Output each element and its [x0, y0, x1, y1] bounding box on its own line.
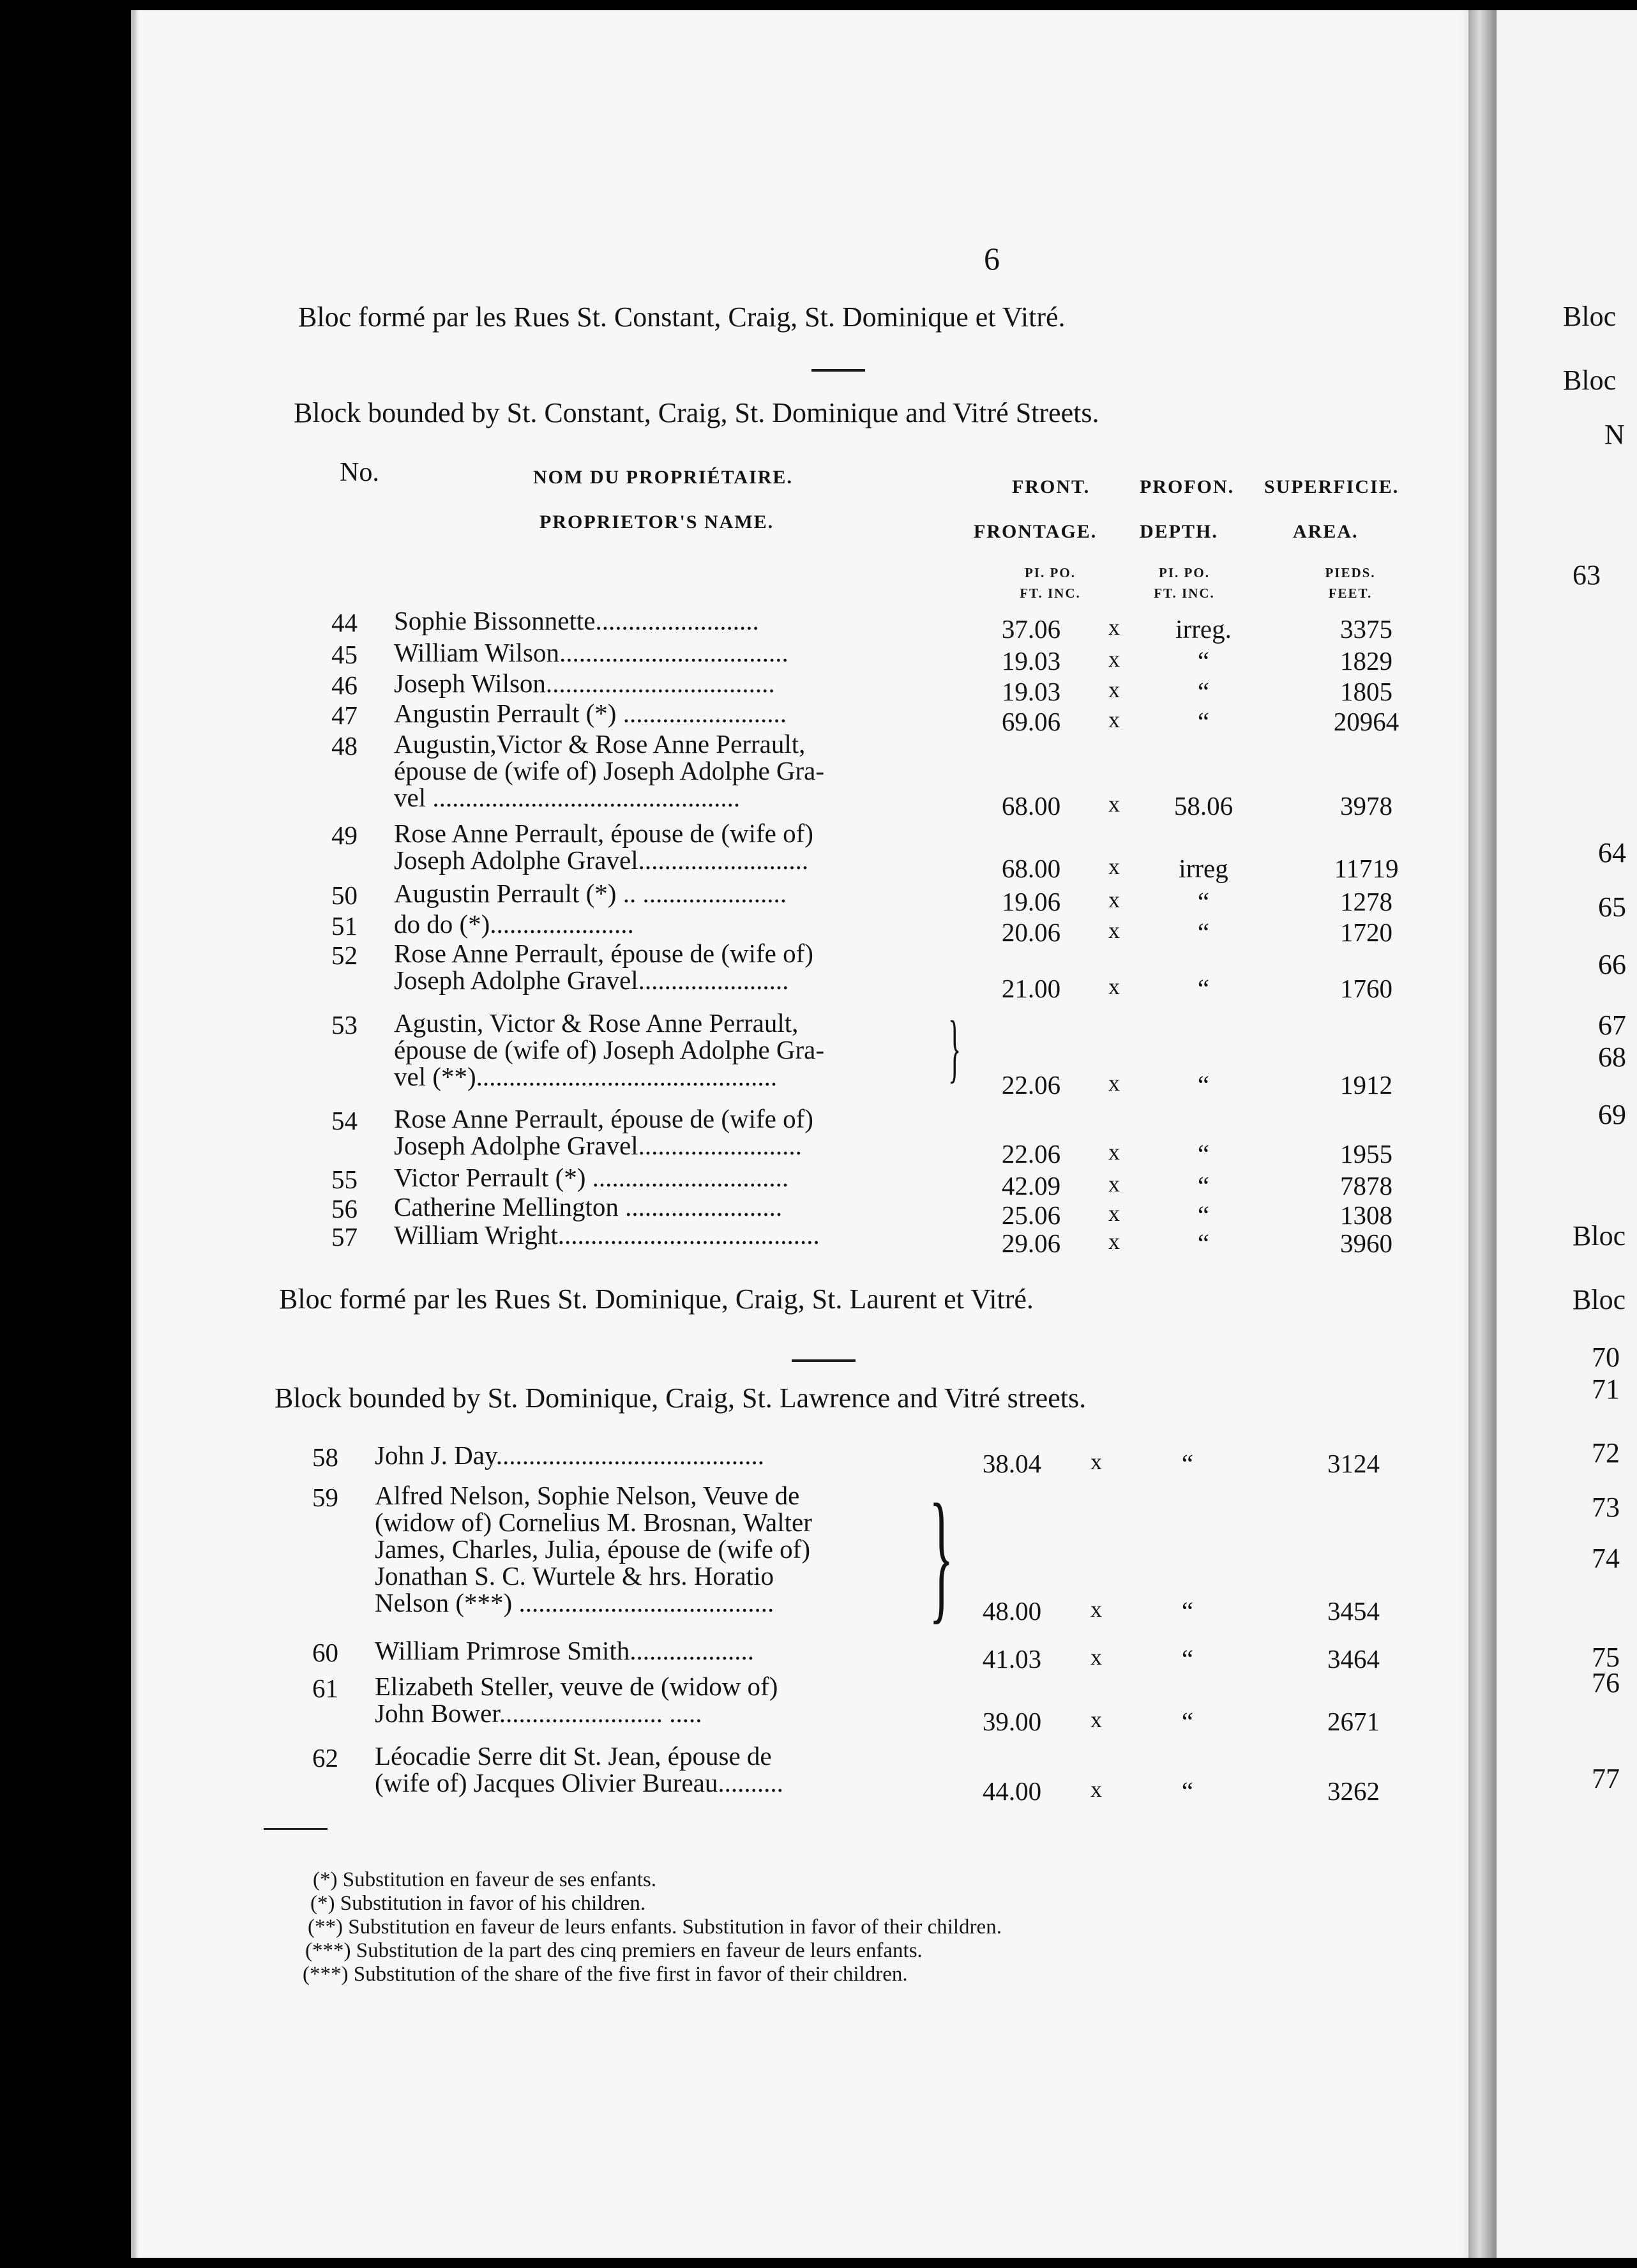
- depth-value: irreg: [1179, 854, 1228, 883]
- area-value: 1829: [1340, 646, 1392, 676]
- depth-value: “: [1181, 1644, 1194, 1674]
- times-mark: x: [1108, 918, 1120, 943]
- row-number: 58: [312, 1442, 338, 1472]
- area-value: 3124: [1327, 1449, 1380, 1478]
- row-number: 60: [312, 1638, 338, 1667]
- depth-value: “: [1197, 1139, 1210, 1168]
- proprietor-name: Rose Anne Perrault, épouse de (wife of) Joseph Adolphe Gravel.........................: [394, 1104, 813, 1160]
- footnote: (***) Substitution of the share of the five first in favor of their children.: [303, 1963, 908, 1986]
- frontage-value: 25.06: [1001, 1200, 1061, 1230]
- depth-value: “: [1197, 1070, 1210, 1100]
- frontage-value: 69.06: [1001, 707, 1061, 736]
- header-front-en: FRONTAGE.: [974, 521, 1098, 542]
- depth-value: irreg.: [1175, 614, 1232, 644]
- depth-value: “: [1181, 1449, 1194, 1478]
- facing-page-fragment: 68: [1598, 1041, 1626, 1073]
- frontage-value: 42.09: [1001, 1171, 1061, 1200]
- times-mark: x: [1108, 791, 1120, 817]
- frontage-value: 39.00: [982, 1707, 1042, 1736]
- row-number: 44: [331, 608, 358, 637]
- facing-page-fragment: 69: [1598, 1099, 1626, 1130]
- frontage-value: 41.03: [982, 1644, 1042, 1674]
- facing-page-fragment: Bloc: [1573, 1284, 1626, 1315]
- depth-value: “: [1197, 1228, 1210, 1258]
- times-mark: x: [1090, 1596, 1102, 1622]
- times-mark: x: [1108, 1139, 1120, 1165]
- row-number: 61: [312, 1674, 338, 1703]
- area-value: 1805: [1340, 677, 1392, 706]
- proprietor-name: Augustin Perrault (*) .. ......................: [394, 879, 787, 908]
- proprietor-name: Joseph Wilson...................................: [394, 669, 775, 698]
- front-unit-fr: PI. PO.: [1025, 565, 1076, 580]
- header-depth-en: DEPTH.: [1140, 521, 1218, 542]
- area-value: 2671: [1327, 1707, 1380, 1736]
- facing-page-fragment: 63: [1573, 559, 1601, 591]
- brace-row-59: }: [929, 1474, 954, 1637]
- area-value: 11719: [1334, 854, 1399, 883]
- times-mark: x: [1108, 974, 1120, 999]
- frontage-value: 68.00: [1001, 791, 1061, 820]
- row-number: 54: [331, 1106, 358, 1135]
- times-mark: x: [1108, 707, 1120, 732]
- proprietor-name: Alfred Nelson, Sophie Nelson, Veuve de (widow of) Cornelius M. Brosnan, Walter James, Charles, Julia, épouse de (wife of) Jonathan S. C. Wurtele & hrs. Horatio Nelson (***) .......................................: [375, 1481, 812, 1617]
- footnote: (***) Substitution de la part des cinq premiers en faveur de leurs enfants.: [305, 1939, 923, 1962]
- area-value: 20964: [1333, 707, 1399, 736]
- facing-page-fragment: 76: [1592, 1667, 1620, 1698]
- depth-value: “: [1181, 1596, 1194, 1626]
- page-gutter: [1468, 10, 1497, 2258]
- row-number: 47: [331, 700, 358, 730]
- times-mark: x: [1108, 646, 1120, 672]
- facing-page-fragment: 74: [1592, 1543, 1620, 1574]
- header-area-en: AREA.: [1293, 521, 1359, 542]
- proprietor-name: Angustin Perrault (*) .........................: [394, 699, 787, 728]
- front-unit: [999, 563, 1101, 603]
- area-value: 3978: [1340, 791, 1392, 820]
- depth-value: “: [1197, 677, 1210, 706]
- depth-value: “: [1197, 1171, 1210, 1200]
- proprietor-name: John J. Day.........................................: [375, 1440, 765, 1470]
- footnote: (*) Substitution en faveur de ses enfants.: [313, 1868, 656, 1891]
- facing-page-fragment: 65: [1598, 891, 1626, 923]
- frontage-value: 38.04: [982, 1449, 1042, 1478]
- facing-page-fragment: Bloc: [1563, 301, 1617, 332]
- section1-title-en: Block bounded by St. Constant, Craig, St. Dominique and Vitré Streets.: [294, 397, 1099, 428]
- frontage-value: 68.00: [1001, 854, 1061, 883]
- proprietor-name: Rose Anne Perrault, épouse de (wife of) Joseph Adolphe Gravel..........................: [394, 819, 813, 875]
- times-mark: x: [1090, 1449, 1102, 1474]
- facing-page-fragment: 64: [1598, 837, 1626, 868]
- row-number: 48: [331, 731, 358, 760]
- header-name-fr: NOM DU PROPRIÉTAIRE.: [533, 467, 793, 488]
- times-mark: x: [1108, 854, 1120, 879]
- section2-title-en: Block bounded by St. Dominique, Craig, St. Lawrence and Vitré streets.: [275, 1382, 1087, 1414]
- proprietor-name: Agustin, Victor & Rose Anne Perrault, épouse de (wife of) Joseph Adolphe Gra- vel (**)..............................................: [394, 1008, 825, 1091]
- footnotes: [303, 1868, 1002, 1986]
- depth-value: “: [1181, 1707, 1194, 1736]
- facing-page-fragment: 67: [1598, 1009, 1626, 1041]
- proprietor-name: Victor Perrault (*) ..............................: [394, 1163, 789, 1192]
- proprietor-name: Augustin,Victor & Rose Anne Perrault, épouse de (wife of) Joseph Adolphe Gra- vel ...............................................: [394, 729, 825, 812]
- times-mark: x: [1090, 1707, 1102, 1732]
- facing-page-fragment: 73: [1592, 1492, 1620, 1523]
- depth-unit-en: FT. INC.: [1154, 586, 1215, 601]
- header-no: No.: [340, 458, 379, 487]
- header-depth-fr: PROFON.: [1140, 476, 1235, 497]
- frontage-value: 22.06: [1001, 1070, 1061, 1100]
- times-mark: x: [1108, 1200, 1120, 1226]
- depth-value: “: [1197, 974, 1210, 1003]
- frontage-value: 44.00: [982, 1776, 1042, 1806]
- times-mark: x: [1108, 1171, 1120, 1197]
- proprietor-name: Rose Anne Perrault, épouse de (wife of) Joseph Adolphe Gravel.......................: [394, 939, 813, 995]
- area-value: 3454: [1327, 1596, 1380, 1626]
- area-value: 7878: [1340, 1171, 1392, 1200]
- area-value: 3375: [1340, 614, 1392, 644]
- depth-value: “: [1197, 646, 1210, 676]
- frontage-value: 20.06: [1001, 918, 1061, 947]
- row-number: 53: [331, 1010, 358, 1040]
- proprietor-name: William Primrose Smith...................: [375, 1636, 754, 1665]
- area-value: 1308: [1340, 1200, 1392, 1230]
- depth-value: “: [1197, 918, 1210, 947]
- times-mark: x: [1108, 677, 1120, 702]
- page-number: 6: [984, 241, 1000, 276]
- area-value: 3464: [1327, 1644, 1380, 1674]
- area-unit: [1299, 563, 1401, 603]
- facing-page-fragment: 70: [1592, 1342, 1620, 1373]
- area-value: 3262: [1327, 1776, 1380, 1806]
- proprietor-name: Elizabeth Steller, veuve de (widow of) John Bower......................... .....: [375, 1672, 778, 1728]
- header-name-en: PROPRIETOR'S NAME.: [539, 511, 774, 533]
- facing-page-fragment: N: [1604, 419, 1625, 450]
- frontage-value: 21.00: [1001, 974, 1061, 1003]
- frontage-value: 19.06: [1001, 887, 1061, 916]
- front-unit-en: FT. INC.: [1020, 586, 1081, 601]
- times-mark: x: [1090, 1776, 1102, 1802]
- header-front-fr: FRONT.: [1012, 476, 1090, 497]
- row-number: 45: [331, 640, 358, 669]
- proprietor-name: do do (*)......................: [394, 909, 634, 939]
- area-value: 1278: [1340, 887, 1392, 916]
- depth-value: 58.06: [1173, 791, 1233, 820]
- row-number: 57: [331, 1222, 358, 1251]
- facing-page-fragment: Bloc: [1563, 365, 1617, 396]
- area-value: 3960: [1340, 1228, 1392, 1258]
- row-number: 51: [331, 911, 358, 941]
- proprietor-name: William Wright........................................: [394, 1220, 820, 1250]
- row-number: 52: [331, 941, 358, 970]
- times-mark: x: [1108, 887, 1120, 912]
- row-number: 56: [331, 1194, 358, 1223]
- row-number: 49: [331, 820, 358, 850]
- row-number: 50: [331, 881, 358, 910]
- facing-page-fragment: 75: [1592, 1642, 1620, 1673]
- row-number: 46: [331, 670, 358, 700]
- row-number: 62: [312, 1743, 338, 1773]
- times-mark: x: [1090, 1644, 1102, 1670]
- row-number: 59: [312, 1483, 338, 1512]
- frontage-value: 19.03: [1001, 677, 1061, 706]
- proprietor-name: Sophie Bissonnette.........................: [394, 606, 759, 635]
- footnote: (*) Substitution in favor of his children.: [310, 1892, 646, 1915]
- times-mark: x: [1108, 614, 1120, 640]
- section2-divider: [792, 1359, 856, 1362]
- footnote-rule: [264, 1828, 328, 1830]
- facing-page-fragment: 72: [1592, 1437, 1620, 1469]
- facing-page-fragment: 77: [1592, 1763, 1620, 1794]
- frontage-value: 29.06: [1001, 1228, 1061, 1258]
- proprietor-name: William Wilson...................................: [394, 638, 788, 667]
- proprietor-name: Léocadie Serre dit St. Jean, épouse de (wife of) Jacques Olivier Bureau..........: [375, 1741, 783, 1797]
- facing-page-fragment: 66: [1598, 949, 1626, 980]
- brace-row-53: }: [948, 1005, 962, 1090]
- depth-value: “: [1197, 887, 1210, 916]
- depth-value: “: [1181, 1776, 1194, 1806]
- document-page: [131, 10, 1488, 2258]
- area-value: 1720: [1340, 918, 1392, 947]
- frontage-value: 37.06: [1001, 614, 1061, 644]
- area-value: 1760: [1340, 974, 1392, 1003]
- header-area-fr: SUPERFICIE.: [1264, 476, 1399, 497]
- section2-title-fr: Bloc formé par les Rues St. Dominique, Craig, St. Laurent et Vitré.: [279, 1283, 1034, 1315]
- frontage-value: 22.06: [1001, 1139, 1061, 1168]
- depth-unit-fr: PI. PO.: [1159, 565, 1210, 580]
- area-unit-en: FEET.: [1328, 586, 1373, 601]
- title-divider: [811, 369, 865, 372]
- frontage-value: 48.00: [982, 1596, 1042, 1626]
- area-value: 1955: [1340, 1139, 1392, 1168]
- facing-page-fragment: Bloc: [1573, 1220, 1626, 1251]
- depth-unit: [1133, 563, 1235, 603]
- facing-page: [1497, 10, 1637, 2258]
- section1-title-fr: Bloc formé par les Rues St. Constant, Craig, St. Dominique et Vitré.: [298, 301, 1066, 333]
- times-mark: x: [1108, 1070, 1120, 1096]
- area-value: 1912: [1340, 1070, 1392, 1100]
- frontage-value: 19.03: [1001, 646, 1061, 676]
- times-mark: x: [1108, 1228, 1120, 1254]
- depth-value: “: [1197, 707, 1210, 736]
- footnote: (**) Substitution en faveur de leurs enfants. Substitution in favor of their children.: [308, 1916, 1002, 1939]
- proprietor-name: Catherine Mellington ........................: [394, 1192, 783, 1221]
- depth-value: “: [1197, 1200, 1210, 1230]
- facing-page-fragment: 71: [1592, 1373, 1620, 1405]
- area-unit-fr: PIEDS.: [1325, 565, 1376, 580]
- row-number: 55: [331, 1165, 358, 1194]
